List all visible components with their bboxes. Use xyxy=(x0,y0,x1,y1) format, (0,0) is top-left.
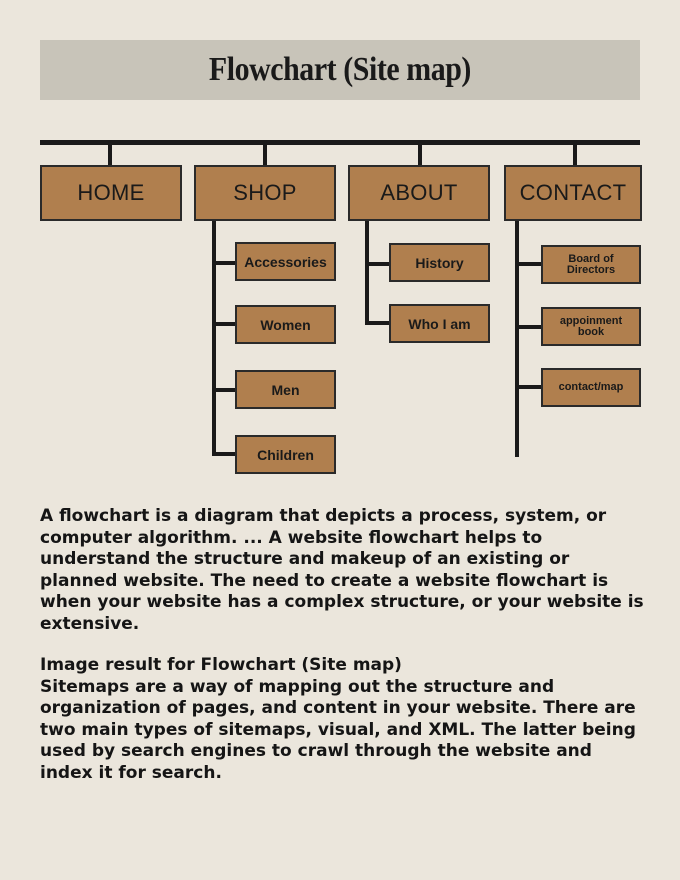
node-history xyxy=(389,243,490,282)
contact-branch-3 xyxy=(515,385,542,389)
node-women xyxy=(235,305,336,344)
node-contact-map xyxy=(541,368,641,407)
node-shop xyxy=(194,165,336,221)
node-shop-label: SHOP xyxy=(233,180,297,205)
node-appoinment-book-label: appoinment book xyxy=(559,314,623,338)
page-title: Flowchart (Site map) xyxy=(208,51,472,88)
node-who-i-am-label: Who I am xyxy=(408,315,471,332)
node-board-of-directors xyxy=(541,245,641,284)
description-paragraph-2: Sitemaps are a way of mapping out the structure and organization of pages, and content in your website. There are two main types of sitemaps, visual, and XML. The latter being used by search engines to crawl through the website and index it for search. xyxy=(40,676,636,783)
node-men-label: Men xyxy=(271,381,300,398)
top-connector-line xyxy=(40,140,640,145)
node-men xyxy=(235,370,336,409)
node-history-label: History xyxy=(415,254,464,271)
connector-about xyxy=(418,142,422,166)
about-vertical-line xyxy=(365,221,369,325)
contact-vertical-line xyxy=(515,221,519,457)
node-home-label: HOME xyxy=(77,180,145,205)
shop-branch-4 xyxy=(212,452,236,456)
description-block-2 xyxy=(40,655,650,784)
node-contact-label: CONTACT xyxy=(519,180,627,205)
contact-branch-1 xyxy=(515,262,542,266)
node-accessories xyxy=(235,242,336,281)
contact-branch-2 xyxy=(515,325,542,329)
about-branch-1 xyxy=(365,262,390,266)
node-contact xyxy=(504,165,642,221)
node-about xyxy=(348,165,490,221)
node-appoinment-book xyxy=(541,307,641,346)
node-children xyxy=(235,435,336,474)
shop-branch-1 xyxy=(212,261,236,265)
node-accessories-label: Accessories xyxy=(244,253,327,270)
about-branch-2 xyxy=(365,321,390,325)
connector-home xyxy=(108,142,112,166)
shop-branch-2 xyxy=(212,322,236,326)
node-contact-map-label: contact/map xyxy=(558,381,624,393)
description-block-1 xyxy=(40,506,650,635)
shop-branch-3 xyxy=(212,388,236,392)
description-paragraph-1: A flowchart is a diagram that depicts a process, system, or computer algorithm. ... A website flowchart helps to understand the structure and makeup of an existing or planned website. The need to create a website flowchart is when your website has a complex structure, or your website is extensive. xyxy=(40,506,644,634)
node-about-label: ABOUT xyxy=(380,180,458,205)
shop-vertical-line xyxy=(212,221,216,456)
node-who-i-am xyxy=(389,304,490,343)
connector-shop xyxy=(263,142,267,166)
node-home xyxy=(40,165,182,221)
node-board-of-directors-label: Board of Directors xyxy=(566,252,616,276)
node-women-label: Women xyxy=(260,316,311,333)
description-heading-2: Image result for Flowchart (Site map) xyxy=(40,655,402,675)
node-children-label: Children xyxy=(257,446,314,463)
title-band xyxy=(40,40,640,100)
connector-contact xyxy=(573,142,577,166)
